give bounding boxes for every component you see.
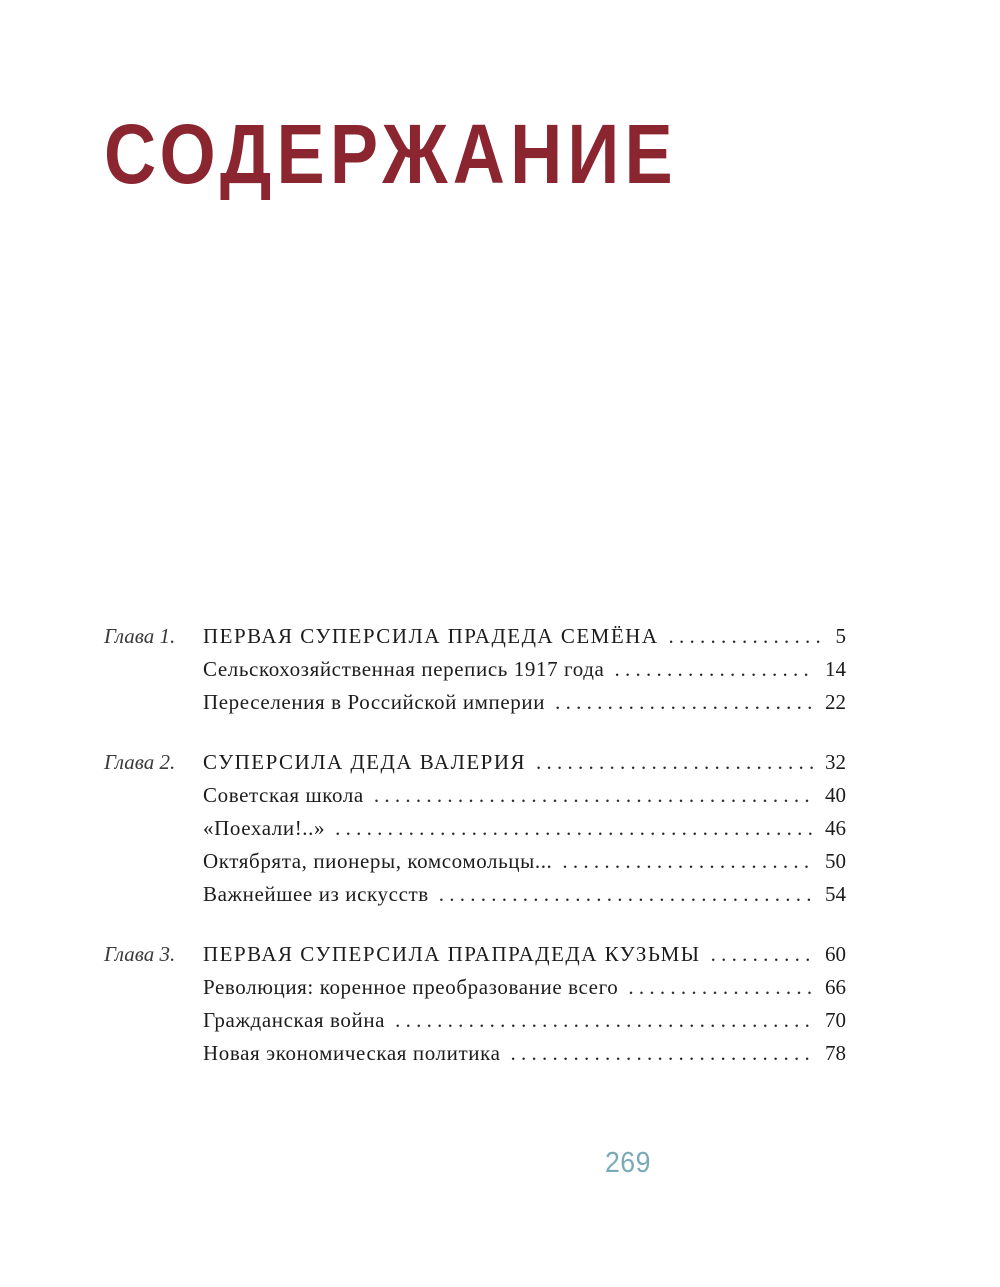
page-number: 32 (825, 750, 846, 774)
page-number: 78 (825, 1041, 846, 1065)
dot-leader (555, 686, 815, 719)
page-number: 46 (825, 816, 846, 840)
page-number: 40 (825, 783, 846, 807)
chapter-label: Глава 3. (104, 942, 176, 966)
toc-entry-section[interactable] (104, 779, 846, 812)
toc-entry-section[interactable] (104, 1004, 846, 1037)
section-title: Советская школа (203, 783, 364, 807)
chapter-1 (104, 620, 846, 719)
chapter-title: ПЕРВАЯ СУПЕРСИЛА ПРАДЕДА СЕМЁНА (203, 624, 659, 648)
toc-entry-section[interactable] (104, 653, 846, 686)
toc-entry-section[interactable] (104, 686, 846, 719)
page-number: 5 (835, 624, 846, 648)
chapter-label: Глава 2. (104, 750, 176, 774)
section-title: «Поехали!..» (203, 816, 326, 840)
dot-leader (628, 971, 815, 1004)
section-title: Революция: коренное преобразование всего (203, 975, 619, 999)
dot-leader (536, 746, 815, 779)
page-number: 60 (825, 942, 846, 966)
toc-entry-section[interactable] (104, 845, 846, 878)
section-title: Важнейшее из искусств (203, 882, 429, 906)
chapter-3 (104, 938, 846, 1070)
table-of-contents (104, 620, 846, 1097)
toc-entry-section[interactable] (104, 878, 846, 911)
section-title: Гражданская война (203, 1008, 386, 1032)
page-number: 22 (825, 690, 846, 714)
dot-leader (711, 938, 815, 971)
toc-entry-chapter[interactable] (104, 746, 846, 779)
dot-leader (614, 653, 815, 686)
page-number: 14 (825, 657, 846, 681)
toc-entry-section[interactable] (104, 971, 846, 1004)
dot-leader (395, 1004, 815, 1037)
folio-page-number: 269 (605, 1147, 651, 1179)
page-number: 66 (825, 975, 846, 999)
section-title: Переселения в Российской империи (203, 690, 546, 714)
section-title: Октябрята, пионеры, комсомольцы... (203, 849, 553, 873)
page-number: 50 (825, 849, 846, 873)
dot-leader (335, 812, 815, 845)
page-number: 54 (825, 882, 846, 906)
section-title: Сельскохозяйственная перепись 1917 года (203, 657, 605, 681)
chapter-title: ПЕРВАЯ СУПЕРСИЛА ПРАПРАДЕДА КУЗЬМЫ (203, 942, 701, 966)
dot-leader (669, 620, 826, 653)
page-title: СОДЕРЖАНИЕ (104, 107, 678, 201)
chapter-2 (104, 746, 846, 911)
page-number: 70 (825, 1008, 846, 1032)
section-title: Новая экономическая политика (203, 1041, 501, 1065)
dot-leader (562, 845, 815, 878)
toc-entry-section[interactable] (104, 812, 846, 845)
chapter-label: Глава 1. (104, 624, 176, 648)
toc-entry-chapter[interactable] (104, 620, 846, 653)
dot-leader (511, 1037, 816, 1070)
dot-leader (439, 878, 815, 911)
chapter-title: СУПЕРСИЛА ДЕДА ВАЛЕРИЯ (203, 750, 527, 774)
toc-entry-section[interactable] (104, 1037, 846, 1070)
dot-leader (374, 779, 815, 812)
toc-entry-chapter[interactable] (104, 938, 846, 971)
